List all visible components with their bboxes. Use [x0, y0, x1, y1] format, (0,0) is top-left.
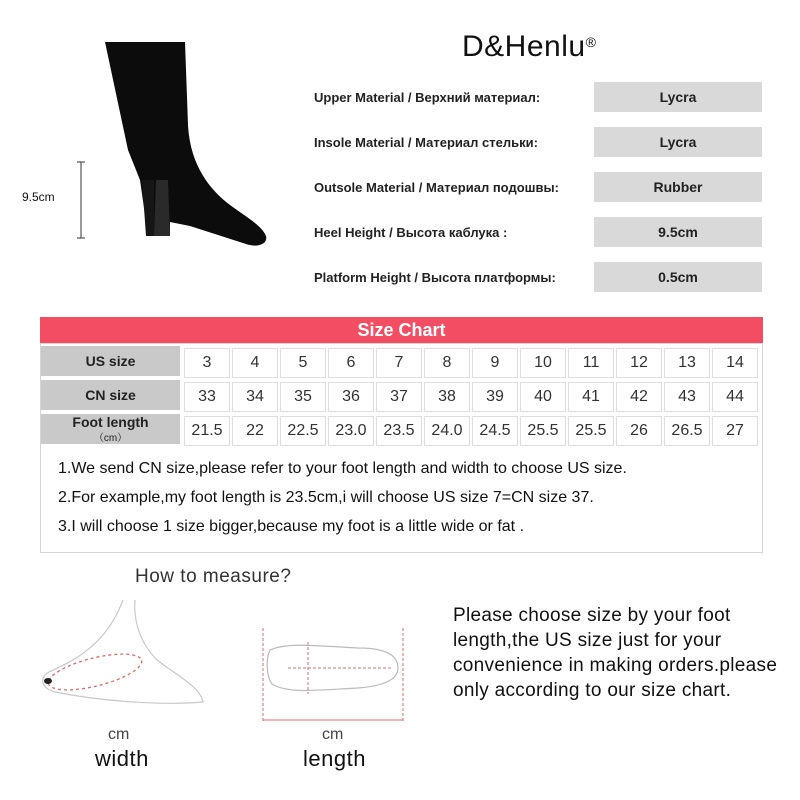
spec-label-outsole: Outsole Material / Материал подошвы:	[314, 180, 559, 195]
cell-cn-size: 43	[664, 382, 710, 412]
cell-us-size: 8	[424, 348, 470, 378]
cell-us-size: 5	[280, 348, 326, 378]
row-label-unit: （cm）	[93, 433, 128, 444]
cell-us-size: 9	[472, 348, 518, 378]
cell-foot-length: 23.0	[328, 416, 374, 446]
cell-us-size: 12	[616, 348, 662, 378]
row-label-cn-size	[41, 380, 180, 410]
note-3: 3.I will choose 1 size bigger,because my foot is a little wide or fat .	[58, 518, 525, 535]
row-label-text: Foot length	[72, 414, 149, 430]
cell-foot-length: 27	[712, 416, 758, 446]
spec-label-heel: Heel Height / Высота каблука :	[314, 225, 508, 240]
heel-height-dimension-line	[74, 160, 88, 240]
cell-us-size: 7	[376, 348, 422, 378]
note-2: 2.For example,my foot length is 23.5cm,i will choose US size 7=CN size 37.	[58, 489, 594, 506]
cell-cn-size: 44	[712, 382, 758, 412]
brand-logo	[462, 30, 596, 64]
boot-image	[70, 30, 280, 270]
cell-us-size: 14	[712, 348, 758, 378]
cell-foot-length: 23.5	[376, 416, 422, 446]
spec-value-insole: Lycra	[594, 127, 762, 157]
cell-cn-size: 42	[616, 382, 662, 412]
cell-foot-length: 24.0	[424, 416, 470, 446]
cell-foot-length: 24.5	[472, 416, 518, 446]
cell-cn-size: 33	[184, 382, 230, 412]
cell-foot-length: 21.5	[184, 416, 230, 446]
length-unit: cm	[322, 726, 344, 743]
size-advice-text: Please choose size by your foot length,the US size just for your convenience in making orders.please only according to our size chart.	[453, 605, 778, 701]
registered-mark: ®	[585, 34, 597, 50]
cell-foot-length: 26	[616, 416, 662, 446]
cell-us-size: 11	[568, 348, 614, 378]
spec-label-upper: Upper Material / Верхний материал:	[314, 90, 541, 105]
heel-height-label: 9.5cm	[22, 190, 55, 204]
cell-us-size: 4	[232, 348, 278, 378]
width-unit: cm	[108, 726, 130, 743]
spec-value-outsole: Rubber	[594, 172, 762, 202]
spec-value-upper: Lycra	[594, 82, 762, 112]
spec-label-platform: Platform Height / Высота платформы:	[314, 270, 556, 285]
cell-us-size: 13	[664, 348, 710, 378]
cell-cn-size: 38	[424, 382, 470, 412]
cell-cn-size: 41	[568, 382, 614, 412]
brand-name: D&Henlu	[462, 30, 586, 63]
cell-foot-length: 22.5	[280, 416, 326, 446]
cell-cn-size: 36	[328, 382, 374, 412]
row-label-foot-length	[41, 414, 180, 444]
foot-length-diagram	[258, 628, 408, 728]
row-label-us-size	[41, 346, 180, 376]
cell-cn-size: 40	[520, 382, 566, 412]
cell-cn-size: 37	[376, 382, 422, 412]
spec-value-heel: 9.5cm	[594, 217, 762, 247]
cell-us-size: 3	[184, 348, 230, 378]
foot-width-diagram	[35, 600, 215, 710]
cell-foot-length: 22	[232, 416, 278, 446]
cell-foot-length: 25.5	[520, 416, 566, 446]
row-label-text: US size	[85, 353, 136, 369]
cell-cn-size: 39	[472, 382, 518, 412]
spec-value-platform: 0.5cm	[594, 262, 762, 292]
spec-label-insole: Insole Material / Материал стельки:	[314, 135, 538, 150]
cell-us-size: 6	[328, 348, 374, 378]
size-chart-title: Size Chart	[40, 317, 763, 343]
row-label-text: CN size	[85, 387, 136, 403]
length-label: length	[303, 746, 366, 771]
note-1: 1.We send CN size,please refer to your foot length and width to choose US size.	[58, 460, 627, 477]
cell-us-size: 10	[520, 348, 566, 378]
measure-title: How to measure?	[135, 566, 292, 587]
cell-cn-size: 35	[280, 382, 326, 412]
cell-foot-length: 25.5	[568, 416, 614, 446]
width-label: width	[95, 746, 149, 771]
cell-foot-length: 26.5	[664, 416, 710, 446]
cell-cn-size: 34	[232, 382, 278, 412]
